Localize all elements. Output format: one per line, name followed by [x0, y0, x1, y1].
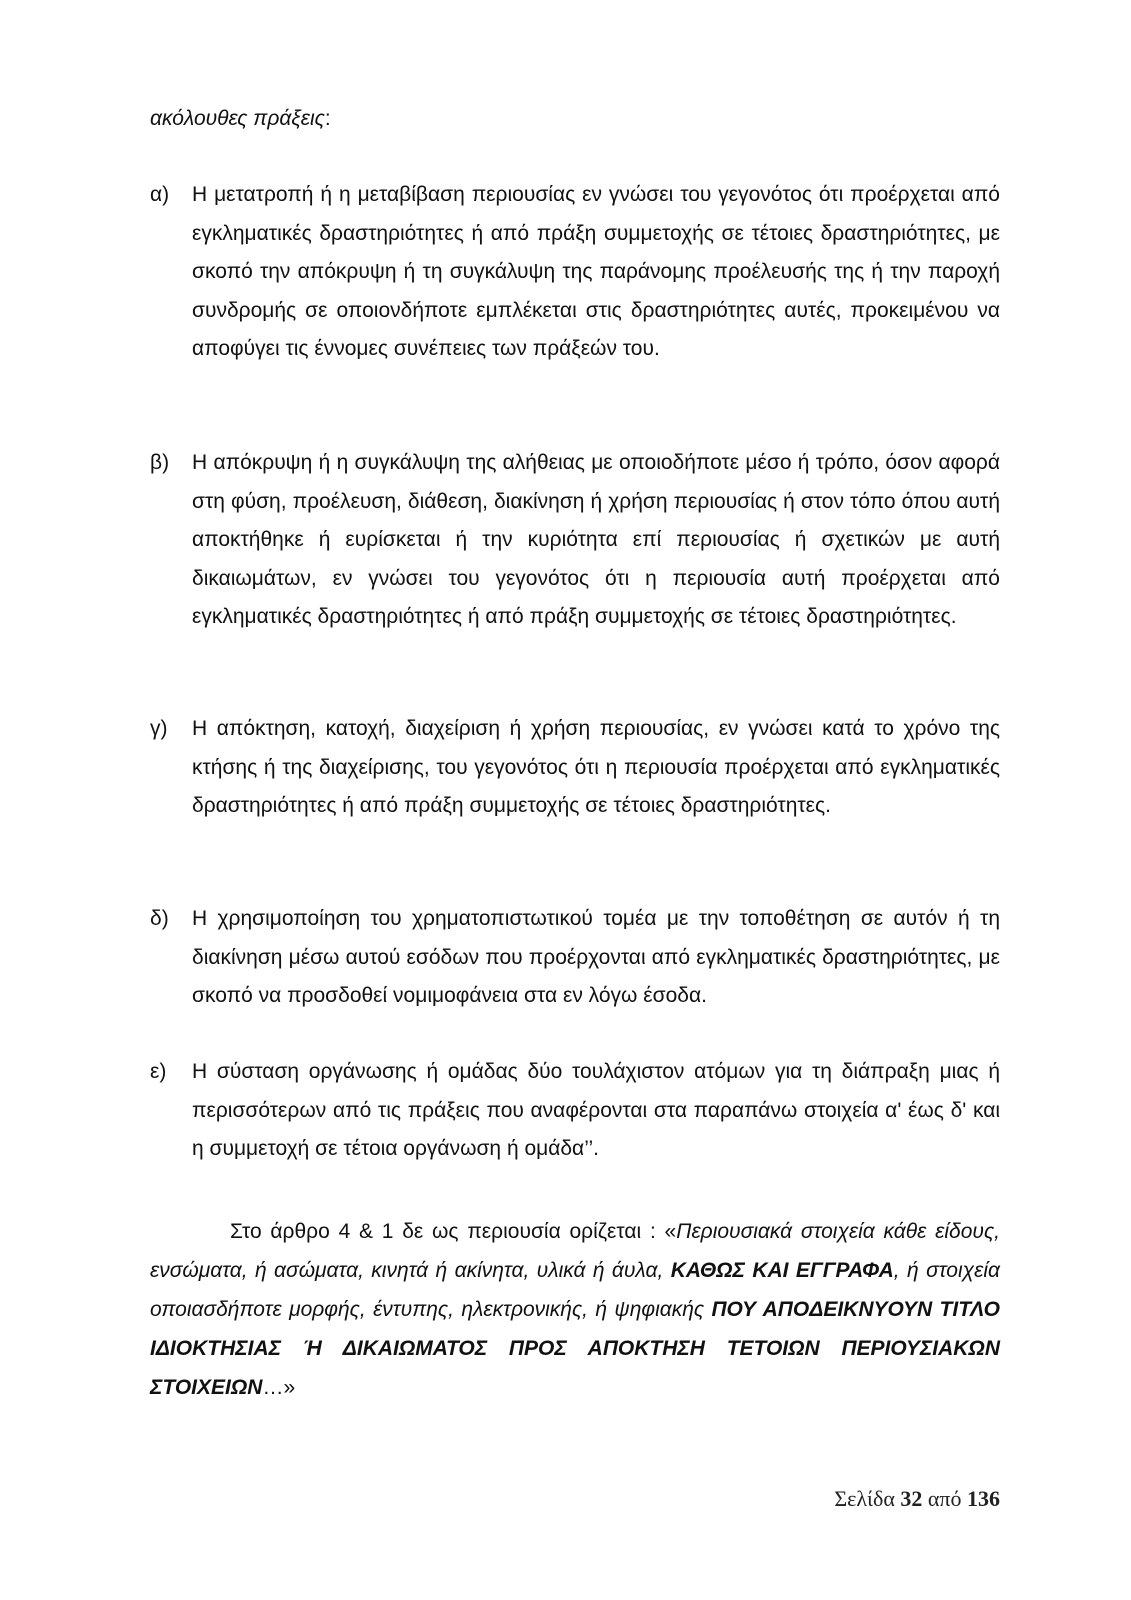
closing-tail: …» [262, 1376, 296, 1399]
list-item-letter: α) [150, 183, 170, 206]
intro-colon: : [324, 107, 331, 130]
closing-italic-2: , ή στοιχεία οποιασδήποτε μορφής, έντυπης, ηλεκτρονικής, ή ψηφιακής [150, 1259, 1000, 1321]
list-item-text: Η απόκρυψη ή η συγκάλυψη της αλήθειας με οποιοδήποτε μέσο ή τρόπο, όσον αφορά στη φύση, προέλευση, διάθεση, διακίνηση ή χρήση περιουσίας ή στον τόπο όπου αυτή αποκτήθηκε ή ευρίσκεται ή την κυριότητα επί περιουσίας ή σχετικών με αυτή δικαιωμάτων, εν γνώσει του γεγονότος ότι η περιουσία αυτή προέρχεται από εγκληματικές δραστηριότητες ή από πράξη συμμετοχής σε τέτοιες δραστηριότητες. [192, 451, 1000, 628]
list-item-a [150, 176, 1000, 369]
list-item-text: Η μετατροπή ή η μεταβίβαση περιουσίας εν γνώσει του γεγονότος ότι προέρχεται από εγκληματικές δραστηριότητες ή από πράξη συμμετοχής σε τέτοιες δραστηριότητες, με σκοπό την απόκρυψη ή τη συγκάλυψη της παράνομης προέλευσής της ή την παροχή συνδρομής σε οποιονδήποτε εμπλέκεται στις δραστηριότητες αυτές, προκειμένου να αποφύγει τις έννομες συνέπειες των πράξεών του. [192, 183, 1000, 360]
list-item-letter: γ) [150, 717, 168, 740]
of-word: από [927, 1486, 962, 1511]
list-item-e [150, 1053, 1000, 1169]
list-item-text: Η απόκτηση, κατοχή, διαχείριση ή χρήση περιουσίας, εν γνώσει κατά το χρόνο της κτήσης ή της διαχείρισης, του γεγονότος ότι η περιουσία προέρχεται από εγκληματικές δραστηριότητες ή από πράξη συμμετοχής σε τέτοιες δραστηριότητες. [192, 717, 1000, 817]
closing-lead: Στο άρθρο 4 & 1 δε ως περιουσία ορίζεται : « [230, 1220, 677, 1243]
list-item-letter: β) [150, 451, 170, 474]
closing-paragraph [150, 1212, 1000, 1407]
list-item-b [150, 444, 1000, 637]
closing-bold-2: ΠΟΥ ΑΠΟΔΕΙΚΝΥΟΥΝ ΤΙΤΛΟ ΙΔΙΟΚΤΗΣΙΑΣ Ή ΔΙΚΑΙΩΜΑΤΟΣ ΠΡΟΣ ΑΠΟΚΤΗΣΗ ΤΕΤΟΙΩΝ ΠΕΡΙΟΥΣΙΑΚΩΝ ΣΤΟΙΧΕΙΩΝ [150, 1298, 1000, 1399]
intro-text: ακόλουθες πράξεις [150, 107, 325, 130]
list-item-text: Η σύσταση οργάνωσης ή ομάδας δύο τουλάχιστον ατόμων για τη διάπραξη μιας ή περισσότερων από τις πράξεις που αναφέρονται στα παραπάνω στοιχεία α' έως δ' και η συμμετοχή σε τέτοια οργάνωση ή ομάδα’’. [192, 1060, 1000, 1160]
intro-line [150, 103, 331, 135]
closing-italic-1: Περιουσιακά στοιχεία κάθε είδους, ενσώματα, ή ασώματα, κινητά ή ακίνητα, υλικά ή άυλα, [150, 1220, 1000, 1282]
page-footer [834, 1486, 1000, 1512]
page-number: 32 [900, 1486, 923, 1511]
list-item-d [150, 900, 1000, 1016]
list-item-c [150, 710, 1000, 826]
list-item-letter: δ) [150, 907, 169, 930]
page-word: Σελίδα [834, 1486, 895, 1511]
list-item-text: Η χρησιμοποίηση του χρηματοπιστωτικού τομέα με την τοποθέτηση σε αυτόν ή τη διακίνηση μέσω αυτού εσόδων που προέρχονται από εγκληματικές δραστηριότητες, με σκοπό να προσδοθεί νομιμοφάνεια στα εν λόγω έσοδα. [192, 907, 1000, 1007]
total-pages: 136 [967, 1486, 1000, 1511]
closing-bold-1: ΚΑΘΩΣ ΚΑΙ ΕΓΓΡΑΦΑ [670, 1259, 894, 1282]
list-item-letter: ε) [150, 1060, 167, 1083]
